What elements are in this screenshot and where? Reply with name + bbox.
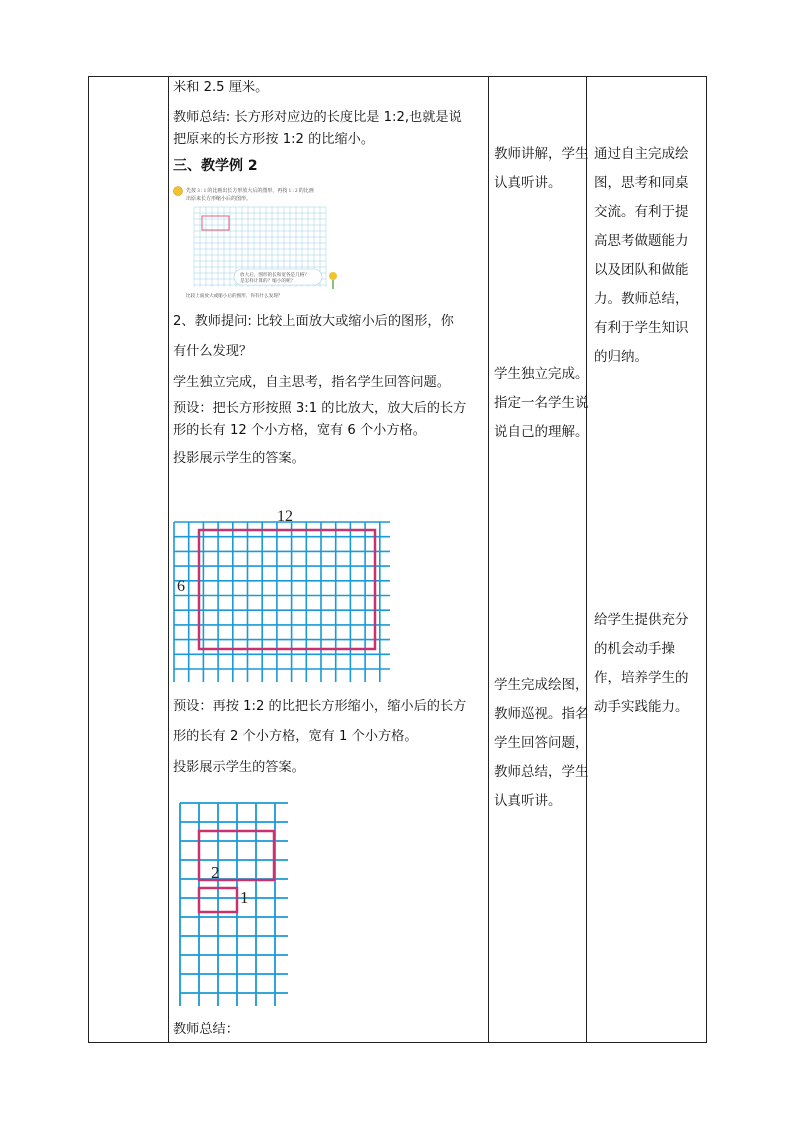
preset-answer-line: 形的长有 2 个小方格，宽有 1 个小方格。: [173, 729, 418, 744]
cartoon-character: [329, 272, 337, 280]
bubble-text: 是怎样计算的？缩小的呢？: [240, 278, 296, 283]
preset-answer-line: 形的长有 12 个小方格，宽有 6 个小方格。: [173, 423, 426, 438]
teacher-summary-line: 教师总结: 长方形对应边的长度比是 1:2,也就是说: [173, 110, 462, 125]
text-line: 投影展示学生的答案。: [173, 760, 305, 775]
grid: [174, 522, 390, 682]
example-question: 比较上面放大或缩小后的图形，你有什么发现？: [186, 293, 283, 298]
bubble-text: 放大后，图形的长和宽各是几格？: [240, 272, 309, 277]
teacher-summary-label: 教师总结：: [173, 1022, 239, 1037]
example-instruction: 出原来长方形缩小后的图形。: [186, 197, 252, 202]
student-activity-2: 学生独立完成。指定一名学生说说自己的理解。: [494, 366, 589, 440]
section-heading: 三、教学例 2: [173, 158, 258, 174]
teacher-question-line: 2、教师提问: 比较上面放大或缩小后的图形，你: [173, 314, 454, 329]
student-activity-3: 学生完成绘图，教师巡视。指名学生回答问题，教师总结，学生认真听讲。: [494, 677, 589, 809]
text-line: 米和 2.5 厘米。: [173, 80, 269, 95]
design-intent-1: 通过自主完成绘图，思考和同桌交流。有利于提高思考做题能力以及团队和做能力。教师总结，有利于学生知识的归纳。: [594, 146, 689, 365]
text-line: 把原来的长方形按 1:2 的比缩小。: [173, 132, 375, 147]
column-divider: [488, 77, 489, 1042]
teacher-question-line: 有什么发现？: [173, 344, 253, 359]
example-textbook-image: [172, 183, 342, 301]
width-label: 1: [240, 888, 249, 907]
enlarged-rectangle-figure: [172, 505, 397, 685]
column-divider: [168, 77, 169, 1042]
column-divider: [586, 77, 587, 1042]
reduced-rectangle-figure: [178, 801, 293, 1011]
length-label: 12: [277, 508, 293, 525]
example-instruction: 先按 3 : 1 的比画出长方形放大后的图形，再按 1 : 2 的比画: [186, 189, 314, 194]
length-label: 2: [211, 863, 220, 882]
preset-answer-line: 预设：再按 1:2 的比把长方形缩小，缩小后的长方: [173, 699, 467, 714]
example-icon: [174, 187, 183, 196]
grid: [180, 803, 288, 1006]
design-intent-2: 给学生提供充分的机会动手操作，培养学生的动手实践能力。: [594, 612, 689, 715]
enlarged-rectangle: [199, 530, 375, 649]
text-line: 投影展示学生的答案。: [173, 451, 305, 466]
preset-answer-line: 预设：把长方形按照 3:1 的比放大，放大后的长方: [173, 401, 467, 416]
width-label: 6: [177, 578, 185, 595]
student-activity-1: 教师讲解，学生认真听讲。: [494, 146, 589, 191]
text-line: 学生独立完成，自主思考，指名学生回答问题。: [173, 375, 450, 390]
